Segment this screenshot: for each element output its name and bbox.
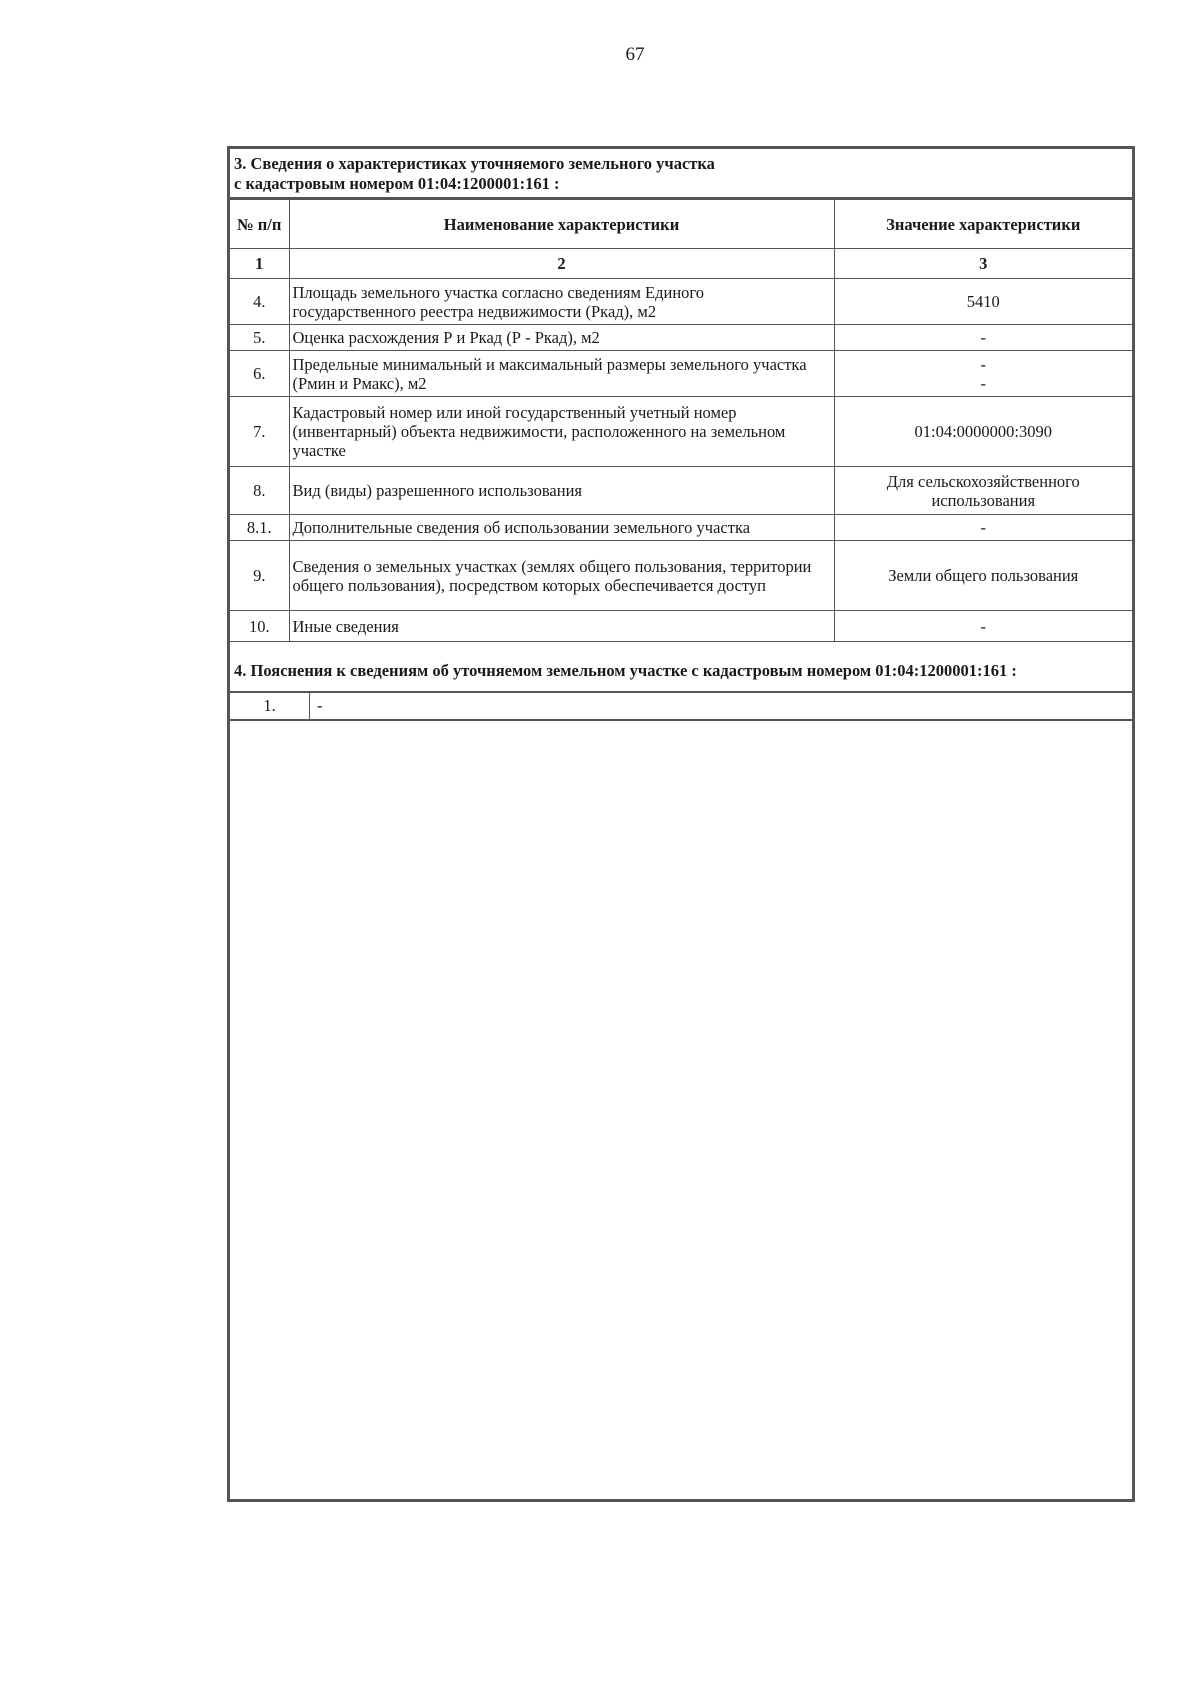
row-value-max: - [980,373,986,393]
table-header-row [230,200,1132,249]
row-value: 01:04:0000000:3090 [834,397,1132,467]
row-number: 7. [230,397,289,467]
table-row [230,611,1132,642]
row-value-min: - [980,354,986,374]
row-name: Дополнительные сведения об использовании земельного участка [289,515,834,541]
row-name: Вид (виды) разрешенного использования [289,467,834,515]
row-name: Площадь земельного участка согласно сведениям Единого государственного реестра недвижимости (Ркад), м2 [289,279,834,325]
row-number: 8.1. [230,515,289,541]
row-value: - [834,515,1132,541]
column-numbers-row [230,249,1132,279]
note-text: - [317,696,323,715]
row-number: 9. [230,541,289,611]
section3-title-line1: 3. Сведения о характеристиках уточняемого земельного участка [234,154,715,173]
row-name: Сведения о земельных участках (землях общего пользования, территории общего пользования), посредством которых обеспечивается доступ [289,541,834,611]
section4-title: 4. Пояснения к сведениям об уточняемом земельном участке с кадастровым номером 01:04:1200001:161 : [230,651,1132,693]
header-name: Наименование характеристики [289,200,834,249]
row-name: Оценка расхождения Р и Ркад (Р - Ркад), м2 [289,325,834,351]
row-name: Кадастровый номер или иной государственный учетный номер (инвентарный) объекта недвижимости, расположенного на земельном участке [289,397,834,467]
column-number: 3 [834,249,1132,279]
row-value [834,351,1132,397]
row-value: Земли общего пользования [834,541,1132,611]
row-number: 8. [230,467,289,515]
row-value: - [834,611,1132,642]
table-row [230,515,1132,541]
table-row [230,351,1132,397]
row-value: - [834,325,1132,351]
note-number: 1. [230,693,310,719]
page-number: 67 [625,44,645,65]
column-number: 1 [230,249,289,279]
row-name: Предельные минимальный и максимальный размеры земельного участка (Рмин и Рмакс), м2 [289,351,834,397]
column-number: 2 [289,249,834,279]
document-frame [227,146,1135,1502]
table-row [230,397,1132,467]
header-number: № п/п [230,200,289,249]
characteristics-table [230,199,1132,642]
table-row [230,467,1132,515]
table-row [230,279,1132,325]
row-number: 4. [230,279,289,325]
table-row [230,541,1132,611]
row-value: 5410 [834,279,1132,325]
row-name: Иные сведения [289,611,834,642]
row-value: Для сельскохозяйственного использования [834,467,1132,515]
header-value: Значение характеристики [834,200,1132,249]
note-row [230,693,1132,721]
row-number: 10. [230,611,289,642]
section3-title-line2: с кадастровым номером 01:04:1200001:161 : [234,174,560,193]
row-number: 6. [230,351,289,397]
row-number: 5. [230,325,289,351]
table-row [230,325,1132,351]
section3-title [230,149,1132,199]
